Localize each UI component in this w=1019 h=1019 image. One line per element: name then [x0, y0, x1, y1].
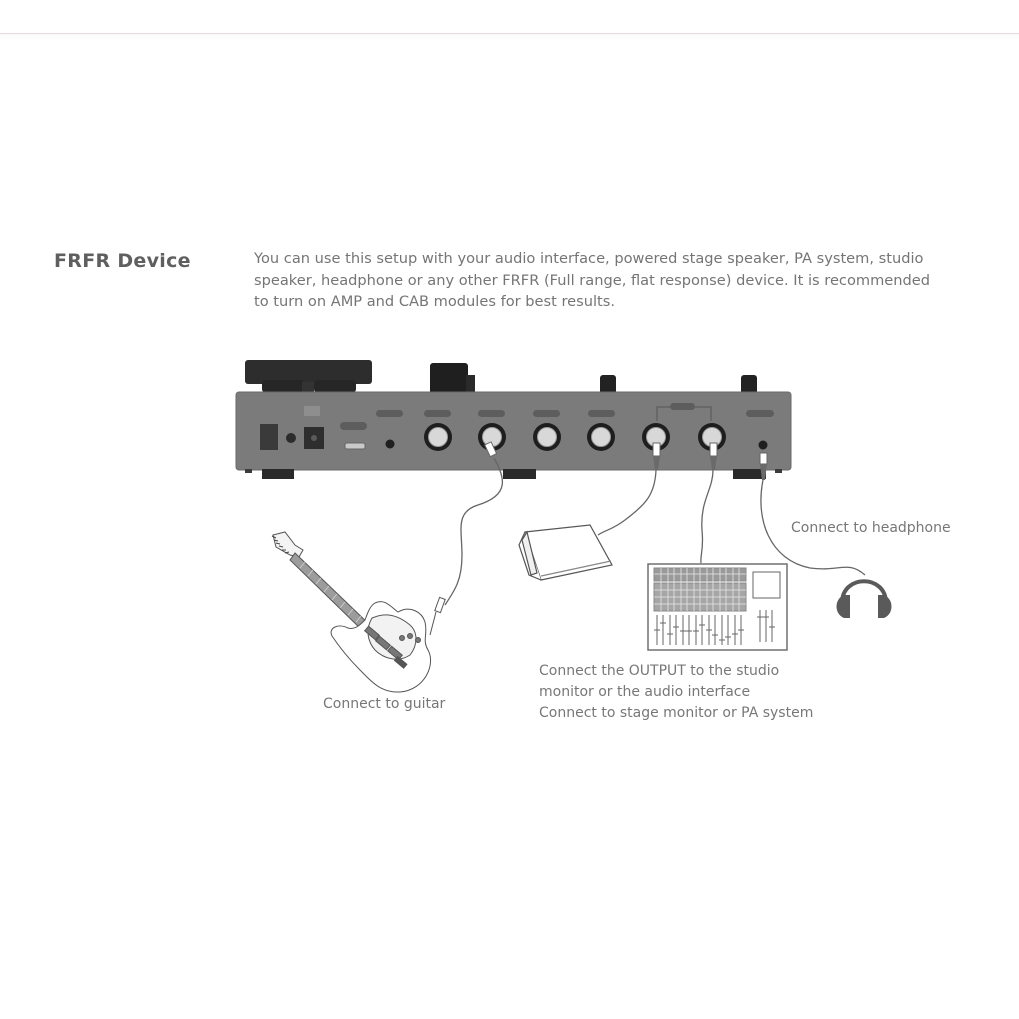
- power-switch: [260, 424, 278, 450]
- caption-output-line: monitor or the audio interface: [539, 684, 751, 700]
- caption-output: [539, 661, 813, 724]
- mixing-console-icon: [648, 564, 787, 650]
- jack-3: [533, 410, 561, 451]
- description-line: speaker, headphone or any other FRFR (Full range, flat response) device. It is recommended: [254, 271, 931, 289]
- description-line: to turn on AMP and CAB modules for best results.: [254, 293, 616, 310]
- device-top-controls: [245, 360, 757, 395]
- caption-headphone: Connect to headphone: [791, 520, 951, 536]
- section-title: FRFR Device: [54, 250, 191, 272]
- stage-monitor-speaker-icon: [519, 525, 612, 580]
- caption-guitar: Connect to guitar: [323, 696, 446, 712]
- caption-output-line: Connect to stage monitor or PA system: [539, 705, 814, 721]
- description-line: You can use this setup with your audio interface, powered stage speaker, PA system, studio: [254, 250, 924, 267]
- electric-guitar-icon: [272, 532, 445, 692]
- caption-output-line: Connect the OUTPUT to the studio: [539, 663, 780, 679]
- headphone-icon: [837, 581, 892, 618]
- device-rear-panel: [236, 392, 791, 479]
- jack-input: [424, 410, 452, 451]
- jack-4: [587, 410, 615, 451]
